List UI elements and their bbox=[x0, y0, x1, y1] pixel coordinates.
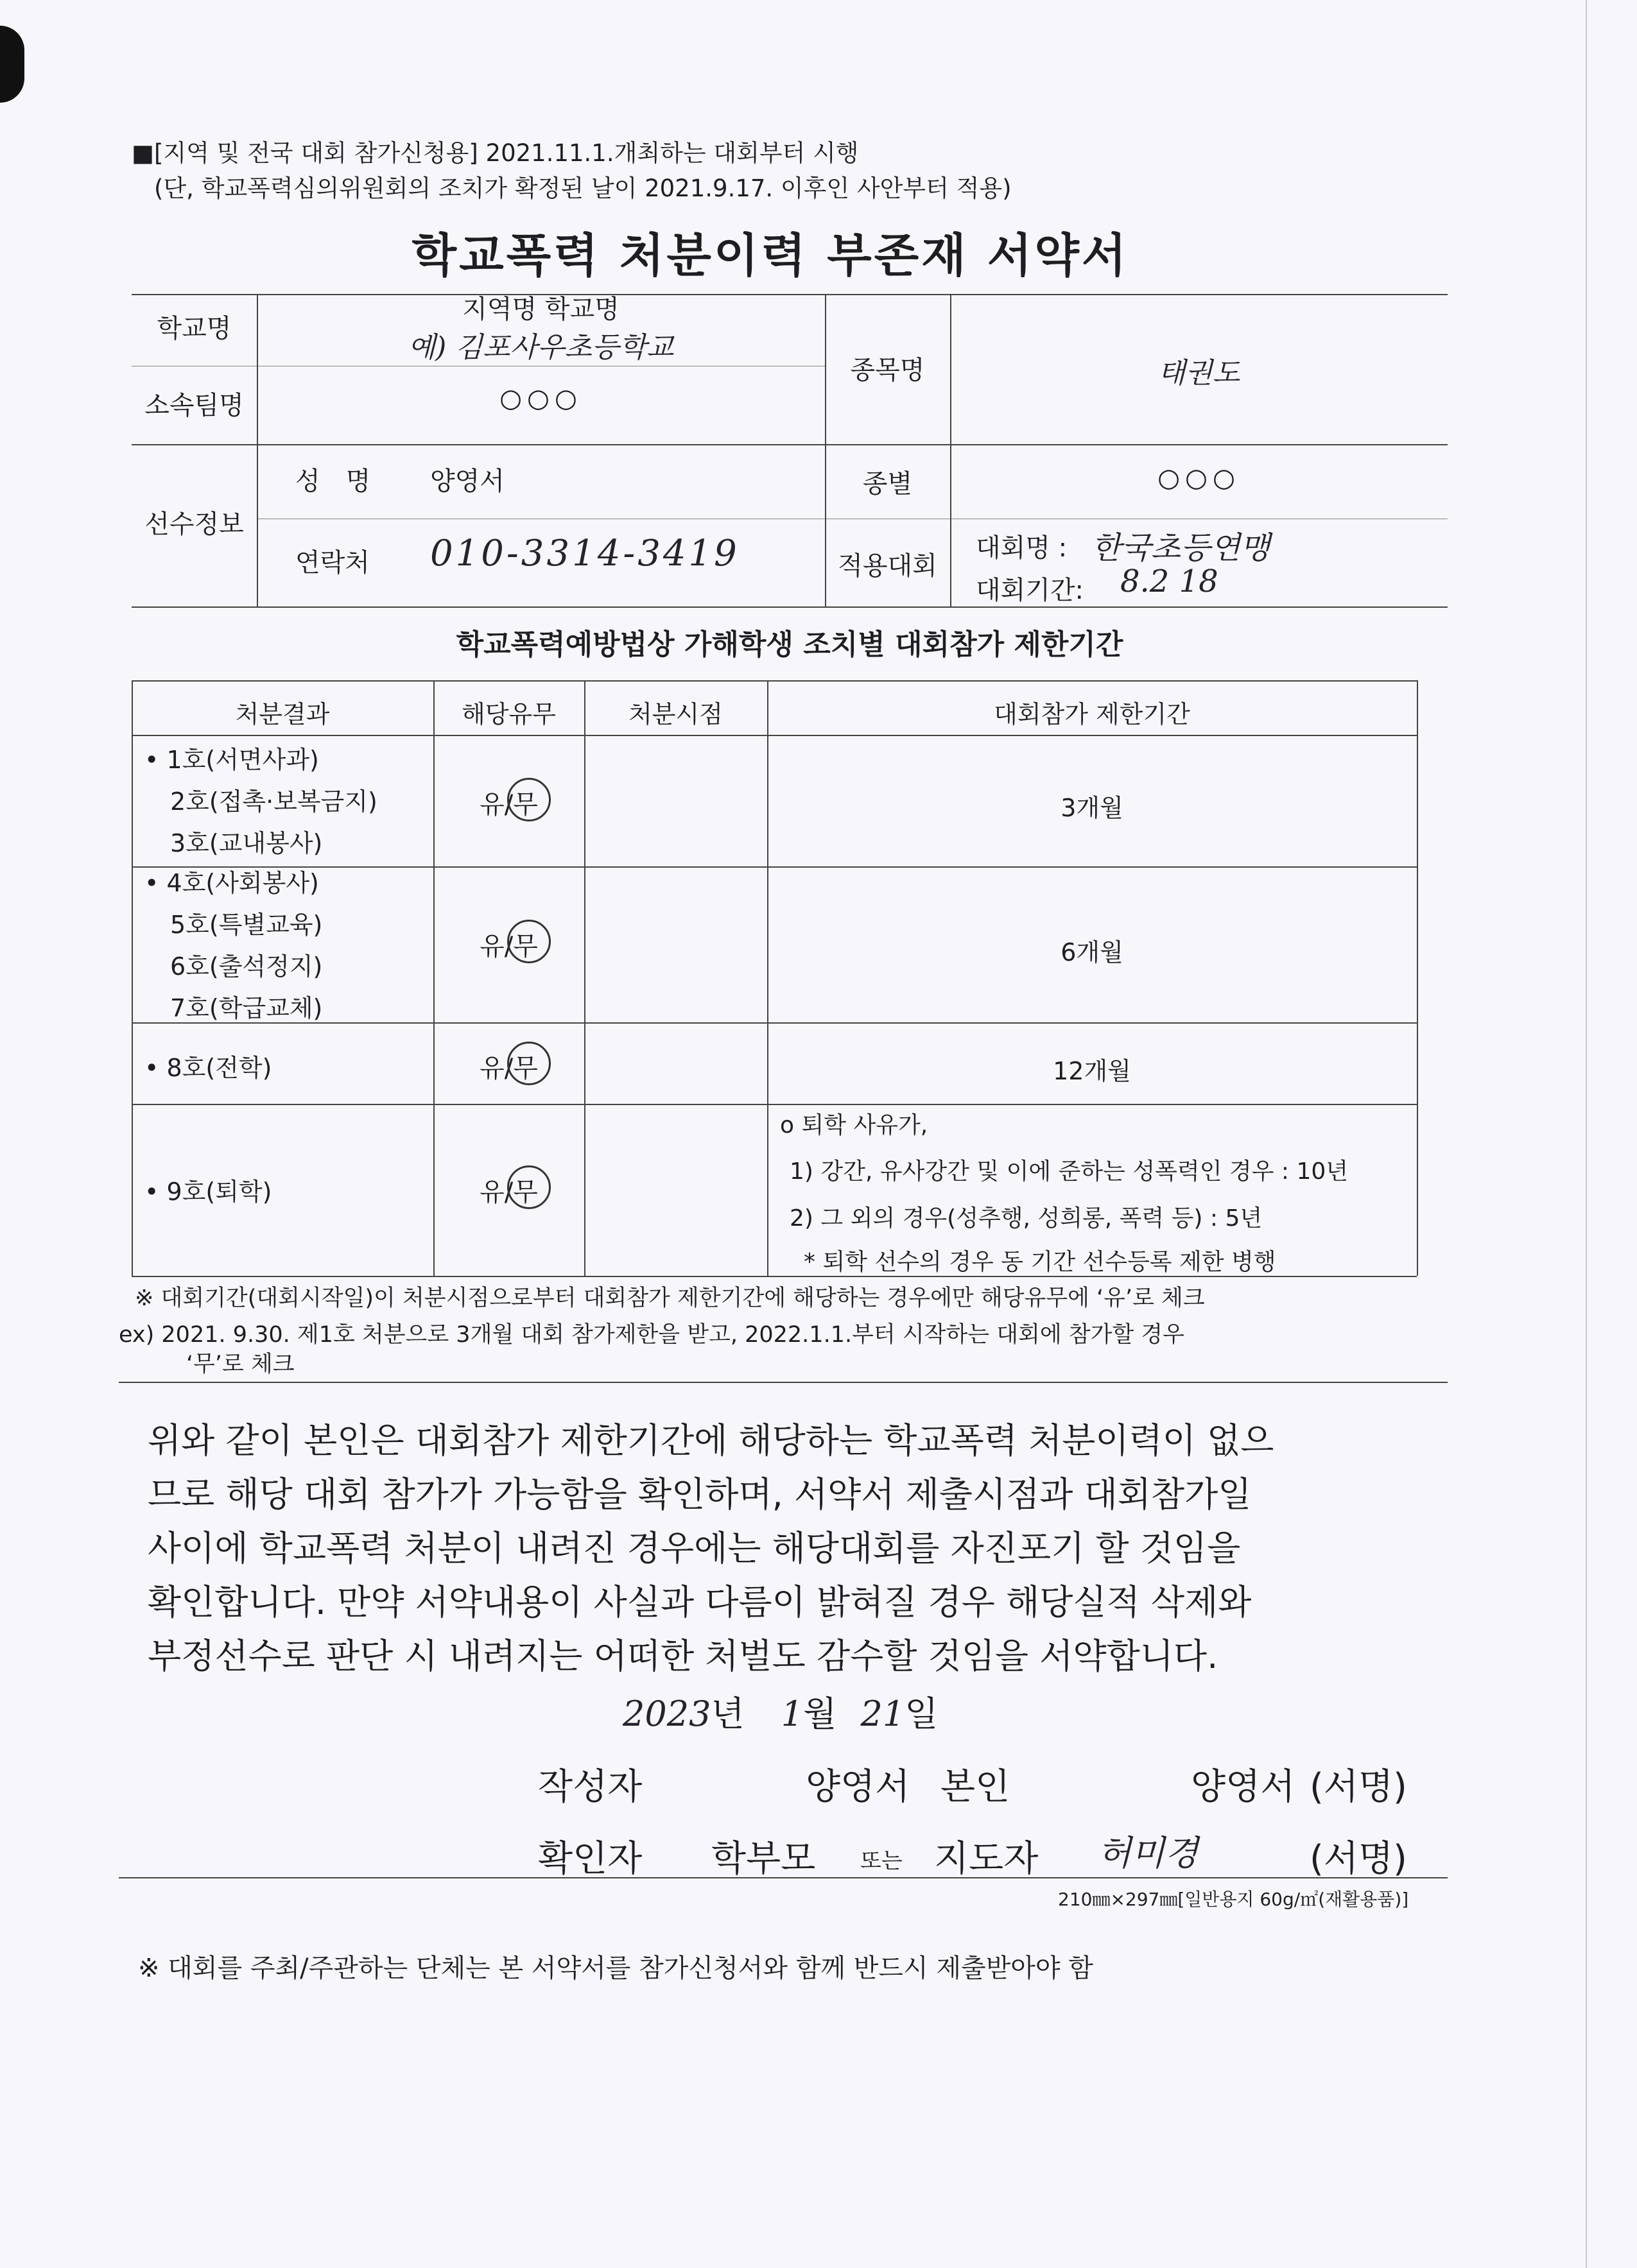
pledge-line-3: 사이에 학교폭력 처분이 내려진 경우에는 해당대회를 자진포기 할 것임을 bbox=[148, 1528, 1241, 1568]
info-col-divider-3 bbox=[950, 294, 951, 606]
signature-bottom-border bbox=[119, 1877, 1448, 1878]
info-table-bottom-border bbox=[132, 606, 1448, 608]
author-sign-name[interactable]: 양영서 bbox=[1191, 1766, 1295, 1808]
event-label: 종목명 bbox=[850, 356, 925, 385]
confirmer-name[interactable]: 허미경 bbox=[1098, 1833, 1199, 1873]
confirmer-or: 또는 bbox=[860, 1848, 903, 1874]
date-month-suffix: 월 bbox=[803, 1694, 837, 1734]
row4-applicable[interactable]: 유/무 bbox=[480, 1178, 538, 1207]
row1-item-3: 3호(교내봉사) bbox=[170, 829, 323, 857]
competition-label: 적용대회 bbox=[838, 551, 937, 581]
pledge-line-2: 므로 해당 대회 참가가 가능함을 확인하며, 서약서 제출시점과 대회참가일 bbox=[148, 1474, 1252, 1515]
pledge-line-4: 확인합니다. 만약 서약내용이 사실과 다름이 밝혀질 경우 해당실적 삭제와 bbox=[148, 1582, 1252, 1622]
table-right-border bbox=[1417, 680, 1418, 1276]
notes-bottom-border bbox=[119, 1382, 1448, 1383]
table-left-border bbox=[132, 680, 133, 1276]
row3-period: 12개월 bbox=[1053, 1057, 1131, 1085]
team-label: 소속팀명 bbox=[144, 391, 244, 420]
row4-item-1: • 9호(퇴학) bbox=[144, 1178, 272, 1206]
row1-item-1: • 1호(서면사과) bbox=[144, 746, 319, 774]
row1-period: 3개월 bbox=[1061, 794, 1123, 822]
info-divider-player bbox=[132, 444, 1448, 445]
paper-spec: 210㎜×297㎜[일반용지 60g/㎡(재활용품)] bbox=[1058, 1889, 1409, 1910]
page-title: 학교폭력 처분이력 부존재 서약서 bbox=[411, 228, 1129, 282]
row4-period-line-4: * 퇴학 선수의 경우 동 기간 선수등록 제한 병행 bbox=[804, 1249, 1276, 1275]
confirmer-label: 확인자 bbox=[538, 1838, 643, 1880]
note-2: ex) 2021. 9.30. 제1호 처분으로 3개월 대회 참가제한을 받고, 2022.1.1.부터 시작하는 대회에 참가할 경우 bbox=[119, 1322, 1184, 1348]
header-restriction-period: 대회참가 제한기간 bbox=[994, 700, 1190, 728]
table-row-divider-1 bbox=[132, 866, 1417, 868]
header-line-1: ■[지역 및 전국 대회 참가신청용] 2021.11.1.개최하는 대회부터 시행 bbox=[132, 139, 859, 167]
event-value[interactable]: 태권도 bbox=[1157, 357, 1240, 390]
header-line-2: (단, 학교폭력심의위원회의 조치가 확정된 날이 2021.9.17. 이후인 사안부터 적용) bbox=[154, 175, 1012, 202]
pledge-date bbox=[623, 1687, 938, 1736]
date-month[interactable]: 1 bbox=[781, 1694, 804, 1734]
school-value[interactable]: 예) 김포사우초등학교 bbox=[408, 331, 674, 364]
section-title: 학교폭력예방법상 가해학생 조치별 대회참가 제한기간 bbox=[456, 628, 1123, 661]
row2-item-4: 7호(학급교체) bbox=[170, 994, 323, 1022]
confirmer-coach: 지도자 bbox=[934, 1838, 1039, 1880]
date-year-suffix: 년 bbox=[711, 1694, 745, 1734]
row2-choice-circle bbox=[507, 920, 551, 963]
row4-period-line-2: 1) 강간, 유사강간 및 이에 준하는 성폭력인 경우 : 10년 bbox=[790, 1158, 1349, 1185]
confirmer-parent: 학부모 bbox=[711, 1838, 816, 1880]
table-header-bottom-border bbox=[132, 735, 1417, 736]
row2-item-1: • 4호(사회봉사) bbox=[144, 869, 319, 897]
school-hint: 지역명 학교명 bbox=[462, 295, 619, 324]
row1-choice-circle bbox=[507, 778, 551, 821]
row3-choice-circle bbox=[507, 1042, 551, 1085]
competition-name-value[interactable]: 한국초등연맹 bbox=[1091, 530, 1270, 566]
pledge-line-1: 위와 같이 본인은 대회참가 제한기간에 해당하는 학교폭력 처분이력이 없으 bbox=[148, 1420, 1274, 1461]
row3-item-1: • 8호(전학) bbox=[144, 1054, 272, 1082]
category-label: 종별 bbox=[862, 469, 913, 499]
player-info-label: 선수정보 bbox=[144, 510, 244, 539]
contact-value[interactable]: 010-3314-3419 bbox=[430, 533, 740, 574]
pledge-line-5: 부정선수로 판단 시 내려지는 어떠한 처벌도 감수할 것임을 서약합니다. bbox=[148, 1636, 1218, 1676]
scan-edge-line bbox=[1586, 0, 1587, 2268]
header-disposition: 처분결과 bbox=[235, 700, 330, 728]
name-value[interactable]: 양영서 bbox=[430, 467, 505, 496]
table-row-divider-2 bbox=[132, 1022, 1417, 1024]
row2-applicable[interactable]: 유/무 bbox=[480, 932, 538, 961]
row4-choice-circle bbox=[507, 1165, 551, 1209]
date-day[interactable]: 21 bbox=[860, 1694, 905, 1734]
author-name: 양영서 bbox=[806, 1766, 910, 1808]
date-day-suffix: 일 bbox=[905, 1694, 939, 1734]
row1-item-2: 2호(접촉·보복금지) bbox=[170, 787, 377, 816]
author-label: 작성자 bbox=[538, 1766, 643, 1808]
author-sign-suffix: (서명) bbox=[1310, 1766, 1407, 1808]
table-col-divider-2 bbox=[584, 680, 585, 1276]
note-1: ※ 대회기간(대회시작일)이 처분시점으로부터 대회참가 제한기간에 해당하는 경우에만 해당유무에 ‘유’로 체크 bbox=[135, 1285, 1205, 1311]
date-year[interactable]: 2023 bbox=[623, 1694, 711, 1734]
team-value[interactable]: ○○○ bbox=[499, 384, 582, 413]
author-role: 본인 bbox=[940, 1766, 1010, 1808]
header-applicable: 해당유무 bbox=[462, 700, 556, 728]
note-3: ‘무’로 체크 bbox=[186, 1352, 295, 1377]
footer-note: ※ 대회를 주최/주관하는 단체는 본 서약서를 참가신청서와 함께 반드시 제출받아야 함 bbox=[138, 1954, 1093, 1983]
table-top-border bbox=[132, 680, 1417, 682]
table-row-divider-3 bbox=[132, 1104, 1417, 1105]
row2-item-3: 6호(출석정지) bbox=[170, 952, 323, 981]
header-disposition-time: 처분시점 bbox=[628, 700, 723, 728]
contact-label: 연락처 bbox=[295, 548, 370, 578]
competition-name-label: 대회명 : bbox=[976, 533, 1068, 563]
row2-period: 6개월 bbox=[1061, 938, 1123, 966]
row4-period-line-3: 2) 그 외의 경우(성추행, 성희롱, 폭력 등) : 5년 bbox=[790, 1205, 1263, 1232]
competition-period-value[interactable]: 8.2 18 bbox=[1120, 563, 1218, 599]
competition-period-label: 대회기간: bbox=[976, 576, 1084, 605]
category-value[interactable]: ○○○ bbox=[1157, 463, 1240, 493]
table-col-divider-3 bbox=[767, 680, 768, 1276]
confirmer-sign-suffix: (서명) bbox=[1310, 1838, 1407, 1880]
row3-applicable[interactable]: 유/무 bbox=[480, 1054, 538, 1083]
row2-item-2: 5호(특별교육) bbox=[170, 911, 323, 939]
school-label: 학교명 bbox=[157, 314, 232, 343]
row1-applicable[interactable]: 유/무 bbox=[480, 790, 538, 820]
row4-period-line-1: o 퇴학 사유가, bbox=[780, 1112, 928, 1138]
name-label: 성 명 bbox=[295, 467, 371, 496]
scan-binding-mark bbox=[0, 26, 24, 103]
